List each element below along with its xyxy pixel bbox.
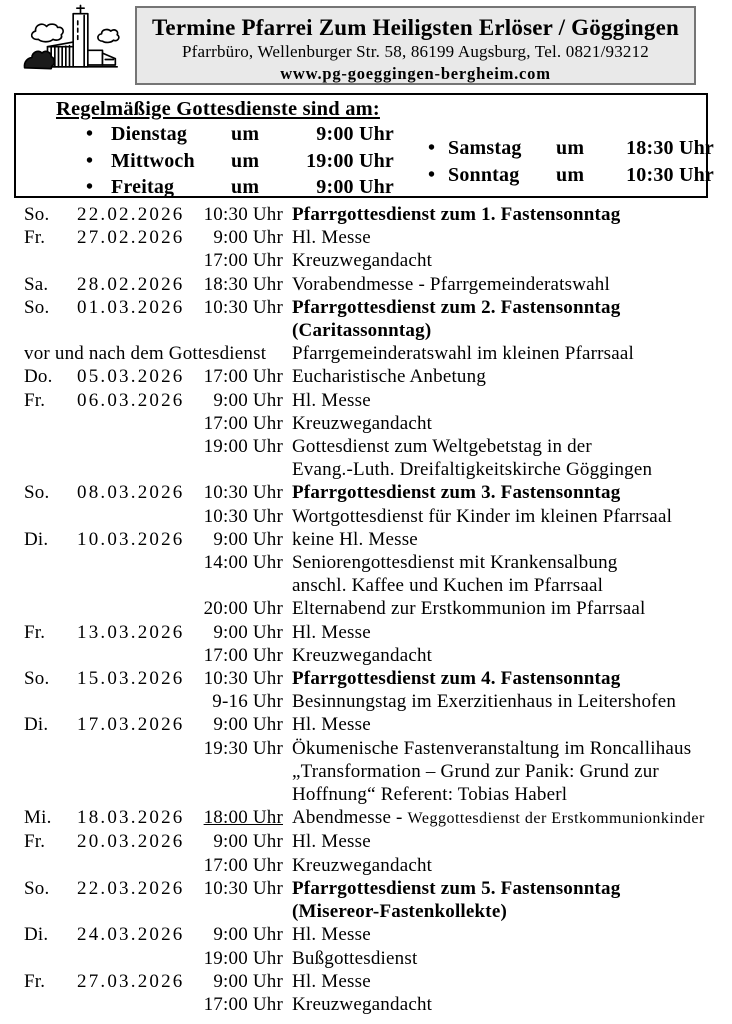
- services-right-list: [412, 135, 714, 188]
- church-logo-icon: [20, 2, 130, 84]
- row-desc: Evang.-Luth. Dreifaltigkeitskirche Göggingen: [292, 459, 653, 481]
- service-time: 9:00 Uhr: [316, 176, 394, 198]
- row-time: 10:30 Uhr: [203, 877, 283, 899]
- row-time: 9:00 Uhr: [213, 714, 283, 736]
- row-date: [77, 319, 185, 342]
- service-time: 10:30 Uhr: [626, 163, 714, 186]
- row-time: 17:00 Uhr: [203, 854, 283, 876]
- row-desc: anschl. Kaffee und Kuchen im Pfarrsaal: [292, 575, 604, 597]
- row-date: 20.03.2026: [77, 831, 185, 853]
- services-left-list: [16, 121, 394, 201]
- row-day: [24, 644, 77, 667]
- row-date: 22.02.2026: [77, 204, 185, 225]
- row-time: 19:30 Uhr: [203, 737, 283, 759]
- row-day: Di.: [24, 528, 49, 550]
- row-day: [24, 574, 77, 597]
- schedule-row: [0, 505, 732, 528]
- schedule-row: [0, 854, 732, 877]
- schedule-row: [0, 830, 732, 853]
- schedule-row: [0, 713, 732, 736]
- service-item-mittwoch: [16, 148, 394, 175]
- row-desc: Gottesdienst zum Weltgebetstag in der: [292, 436, 592, 458]
- row-date: 10.03.2026: [77, 528, 185, 550]
- row-day: Di.: [24, 714, 49, 736]
- row-date: [77, 597, 185, 620]
- row-day: [24, 458, 77, 481]
- row-desc: Hl. Messe: [292, 831, 371, 853]
- row-desc: Hl. Messe: [292, 227, 371, 249]
- row-time: 20:00 Uhr: [203, 598, 283, 620]
- row-desc: Pfarrgottesdienst zum 3. Fastensonntag: [292, 482, 621, 504]
- row-date: [77, 551, 185, 574]
- row-desc-small: Weggottesdienst der Erstkommunionkinder: [407, 810, 705, 828]
- row-time: [185, 760, 283, 783]
- row-day: [24, 435, 77, 458]
- row-desc: (Caritassonntag): [292, 320, 432, 342]
- schedule-row: [0, 947, 732, 970]
- row-time: [185, 900, 283, 923]
- row-desc: Wortgottesdienst für Kinder im kleinen Pfarrsaal: [292, 505, 673, 527]
- row-desc: Hl. Messe: [292, 621, 371, 643]
- row-time: 19:00 Uhr: [203, 436, 283, 458]
- row-time: 17:00 Uhr: [203, 250, 283, 272]
- schedule-row: [0, 760, 732, 783]
- service-day: Dienstag: [111, 123, 188, 145]
- row-desc: Hoffnung“ Referent: Tobias Haberl: [292, 784, 568, 806]
- row-time: 9:00 Uhr: [213, 970, 283, 992]
- row-date: 22.03.2026: [77, 877, 185, 899]
- service-day: Mittwoch: [111, 149, 195, 172]
- regular-services-heading: Regelmäßige Gottesdienste sind am:: [56, 98, 380, 120]
- row-day: Fr.: [24, 227, 46, 249]
- row-time: 18:30 Uhr: [203, 273, 283, 295]
- row-time: [185, 783, 283, 806]
- schedule-row: [0, 621, 732, 644]
- schedule-row: [0, 993, 732, 1016]
- row-desc: Vorabendmesse - Pfarrgemeinderatswahl: [292, 273, 610, 295]
- row-desc: Hl. Messe: [292, 970, 371, 992]
- schedule-row: [0, 574, 732, 597]
- service-time: 19:00 Uhr: [306, 149, 394, 172]
- schedule-row: [0, 597, 732, 620]
- row-date: 18.03.2026: [77, 807, 185, 829]
- schedule-row: [0, 249, 732, 272]
- row-date: [77, 412, 185, 435]
- row-time: 17:00 Uhr: [203, 993, 283, 1015]
- row-day: Do.: [24, 366, 53, 388]
- row-date: 06.03.2026: [77, 389, 185, 411]
- service-preposition: um: [231, 149, 260, 172]
- row-time: 9:00 Uhr: [213, 924, 283, 946]
- row-time: 17:00 Uhr: [203, 366, 283, 388]
- row-desc: Besinnungstag im Exerzitienhaus in Leitershofen: [292, 691, 677, 713]
- row-desc: Kreuzwegandacht: [292, 854, 433, 876]
- row-day: Fr.: [24, 970, 46, 992]
- row-day: Di.: [24, 924, 49, 946]
- row-date: [77, 458, 185, 481]
- row-desc: Pfarrgottesdienst zum 5. Fastensonntag: [292, 877, 621, 899]
- row-day: So.: [24, 296, 50, 318]
- row-date: [77, 249, 185, 272]
- row-time: 10:30 Uhr: [203, 482, 283, 504]
- schedule-row: [0, 970, 732, 993]
- row-day: Fr.: [24, 389, 46, 411]
- schedule-row: [0, 737, 732, 760]
- row-date: [77, 574, 185, 597]
- service-preposition: um: [556, 137, 585, 159]
- row-time: 10:30 Uhr: [203, 668, 283, 690]
- service-preposition: um: [231, 123, 260, 145]
- row-desc: Abendmesse - Weggottesdienst der Erstkommunionkinder: [292, 807, 705, 829]
- row-date: [77, 993, 185, 1016]
- row-day: Mi.: [24, 807, 52, 829]
- row-date: 08.03.2026: [77, 482, 185, 504]
- row-time: 14:00 Uhr: [203, 552, 283, 574]
- row-day: So.: [24, 877, 50, 899]
- schedule-row: [0, 667, 732, 690]
- schedule-row: [0, 481, 732, 504]
- page-title: Termine Pfarrei Zum Heiligsten Erlöser / Göggingen: [151, 15, 680, 40]
- schedule-row: [0, 365, 732, 388]
- row-time: 9:00 Uhr: [213, 621, 283, 643]
- row-time: 19:00 Uhr: [203, 947, 283, 969]
- row-day: So.: [24, 482, 50, 504]
- bullet-icon: •: [86, 176, 94, 198]
- row-date: [77, 737, 185, 760]
- row-day: [24, 551, 77, 574]
- row-desc: Eucharistische Anbetung: [292, 366, 487, 388]
- row-day: [24, 319, 77, 342]
- header-address: Pfarrbüro, Wellenburger Str. 58, 86199 Augsburg, Tel. 0821/93212: [181, 42, 649, 61]
- row-desc: Pfarrgottesdienst zum 4. Fastensonntag: [292, 668, 621, 690]
- row-day: So.: [24, 204, 50, 225]
- schedule-row: [0, 551, 732, 574]
- schedule-row: [0, 226, 732, 249]
- service-item-samstag: [412, 135, 714, 162]
- row-desc: Kreuzwegandacht: [292, 993, 433, 1015]
- schedule-row: [0, 319, 732, 342]
- row-day: [24, 690, 77, 713]
- service-item-dienstag: [16, 121, 394, 148]
- row-day: So.: [24, 668, 50, 690]
- schedule-row: [0, 342, 732, 365]
- row-desc: Bußgottesdienst: [292, 947, 418, 969]
- row-desc: Pfarrgemeinderatswahl im kleinen Pfarrsaal: [292, 343, 635, 365]
- row-desc: Seniorengottesdienst mit Krankensalbung: [292, 552, 618, 574]
- row-date: [77, 760, 185, 783]
- row-date: 27.02.2026: [77, 227, 185, 249]
- row-time: 10:30 Uhr: [203, 204, 283, 225]
- row-day: [24, 783, 77, 806]
- row-time: 9:00 Uhr: [213, 831, 283, 853]
- row-date: [77, 900, 185, 923]
- schedule-row: [0, 923, 732, 946]
- row-time: 18:00 Uhr: [203, 807, 283, 829]
- row-day: [24, 597, 77, 620]
- row-day: [24, 760, 77, 783]
- schedule-row: [0, 528, 732, 551]
- row-day: [24, 737, 77, 760]
- row-desc: Hl. Messe: [292, 924, 371, 946]
- service-item-freitag: [16, 174, 394, 201]
- row-date: 15.03.2026: [77, 668, 185, 690]
- row-desc: Hl. Messe: [292, 714, 371, 736]
- service-preposition: um: [556, 163, 585, 186]
- row-date: [77, 435, 185, 458]
- service-item-sonntag: [412, 162, 714, 189]
- header-website: www.pg-goeggingen-bergheim.com: [280, 64, 551, 83]
- regular-services-box: [14, 93, 714, 198]
- row-day: [24, 900, 77, 923]
- schedule-row: [0, 435, 732, 458]
- row-day: Fr.: [24, 831, 46, 853]
- service-day: Sonntag: [448, 163, 520, 186]
- schedule-row: [0, 900, 732, 923]
- schedule-list: [0, 203, 732, 1016]
- schedule-row: [0, 412, 732, 435]
- schedule-row: [0, 690, 732, 713]
- row-day: Sa.: [24, 273, 49, 295]
- row-desc: Elternabend zur Erstkommunion im Pfarrsaal: [292, 598, 646, 620]
- service-time: 9:00 Uhr: [316, 123, 394, 145]
- row-day: Fr.: [24, 621, 46, 643]
- service-time: 18:30 Uhr: [626, 137, 714, 159]
- row-date: 17.03.2026: [77, 714, 185, 736]
- row-date: [77, 505, 185, 528]
- service-preposition: um: [231, 176, 260, 198]
- row-desc: Pfarrgottesdienst zum 1. Fastensonntag: [292, 204, 621, 225]
- row-time: 9:00 Uhr: [213, 528, 283, 550]
- bullet-icon: •: [428, 137, 436, 159]
- row-label: vor und nach dem Gottesdienst: [24, 343, 267, 365]
- row-day: [24, 947, 77, 970]
- bullet-icon: •: [86, 123, 94, 145]
- row-desc: Hl. Messe: [292, 389, 371, 411]
- row-time: 17:00 Uhr: [203, 644, 283, 666]
- schedule-row: [0, 783, 732, 806]
- row-time: 9:00 Uhr: [213, 389, 283, 411]
- row-time: 10:30 Uhr: [203, 505, 283, 527]
- row-desc: Kreuzwegandacht: [292, 250, 433, 272]
- schedule-row: [0, 877, 732, 900]
- row-desc: keine Hl. Messe: [292, 528, 418, 550]
- row-day: [24, 249, 77, 272]
- bullet-icon: •: [428, 163, 436, 186]
- row-desc: „Transformation – Grund zur Panik: Grund zur: [292, 760, 659, 782]
- row-date: 13.03.2026: [77, 621, 185, 643]
- schedule-row: [0, 458, 732, 481]
- row-date: [77, 690, 185, 713]
- row-day: [24, 993, 77, 1016]
- row-time: 17:00 Uhr: [203, 412, 283, 434]
- schedule-row: [0, 273, 732, 296]
- row-time: [185, 458, 283, 481]
- schedule-row: [0, 806, 732, 830]
- row-date: [77, 783, 185, 806]
- row-desc: Kreuzwegandacht: [292, 644, 433, 666]
- row-desc: Kreuzwegandacht: [292, 412, 433, 434]
- row-time: 9-16 Uhr: [212, 691, 283, 713]
- row-desc: Ökumenische Fastenveranstaltung im Roncallihaus: [292, 737, 692, 759]
- row-time: [185, 319, 283, 342]
- row-day: [24, 412, 77, 435]
- row-date: 05.03.2026: [77, 366, 185, 388]
- service-day: Freitag: [111, 176, 175, 198]
- row-date: 28.02.2026: [77, 273, 185, 295]
- row-desc: (Misereor-Fastenkollekte): [292, 901, 507, 923]
- row-date: 01.03.2026: [77, 296, 185, 318]
- row-time: 10:30 Uhr: [203, 296, 283, 318]
- schedule-row: [0, 644, 732, 667]
- row-date: 24.03.2026: [77, 924, 185, 946]
- schedule-row: [0, 203, 732, 226]
- bullet-icon: •: [86, 149, 94, 172]
- row-date: [77, 854, 185, 877]
- schedule-row: [0, 296, 732, 319]
- row-time: 9:00 Uhr: [213, 227, 283, 249]
- schedule-row: [0, 389, 732, 412]
- row-date: [77, 644, 185, 667]
- row-time: [185, 574, 283, 597]
- row-date: 27.03.2026: [77, 970, 185, 992]
- row-day: [24, 854, 77, 877]
- service-day: Samstag: [448, 137, 522, 159]
- header-box: [135, 6, 696, 85]
- row-desc: Pfarrgottesdienst zum 2. Fastensonntag: [292, 296, 621, 318]
- row-date: [77, 947, 185, 970]
- row-day: [24, 505, 77, 528]
